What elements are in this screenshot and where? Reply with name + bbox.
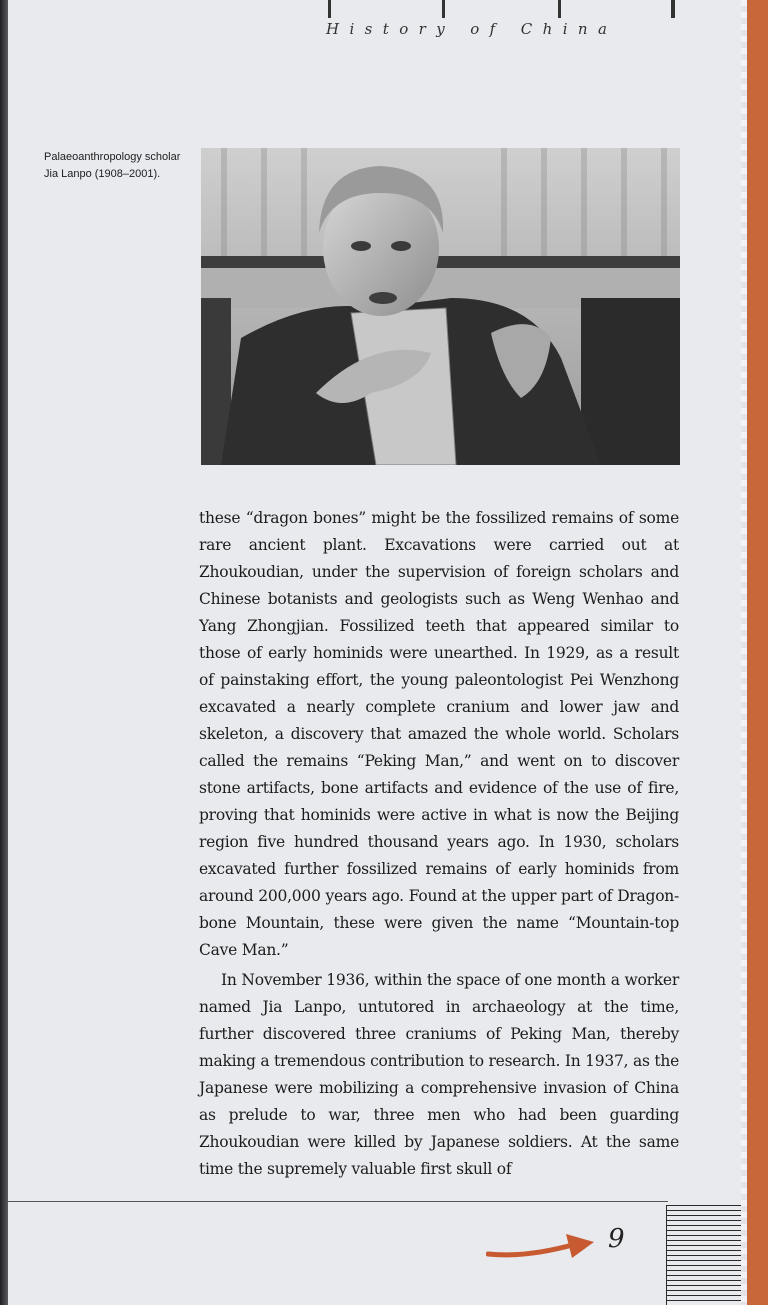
photo-caption: Palaeoanthropology scholar Jia Lanpo (1908–2001). [44, 151, 181, 180]
portrait-photo [201, 148, 680, 465]
page-edge-band [745, 0, 768, 1305]
book-spine-shadow [0, 0, 8, 1305]
footer-rule [8, 1201, 668, 1202]
footer-line-pattern [666, 1205, 743, 1305]
body-paragraph-2: In November 1936, within the space of one month a worker named Jia Lanpo, untutored in archaeology at the time, further discovered three craniums of Peking Man, thereby making a tremendous contribution to research. In 1937, as the Japanese were mobilizing a comprehensive invasion of China as prelude to war, three men who had been guarding Zhoukoudian were killed by Japanese soldiers. At the same time the supremely valuable first skull of [199, 971, 679, 1178]
body-text [199, 505, 679, 1183]
page-number: 9 [608, 1224, 625, 1254]
header-rule-left [328, 0, 331, 18]
header-rule-mid [442, 0, 445, 18]
header-rule-right [558, 0, 561, 18]
book-page [8, 0, 748, 1305]
header-rule-end [671, 0, 675, 18]
body-paragraph-1: these “dragon bones” might be the fossilized remains of some rare ancient plant. Excavations were carried out at Zhoukoudian, under the supervision of foreign scholars and Chinese botanists and geologists such as Weng Wenhao and Yang Zhongjian. Fossilized teeth that appeared similar to those of early hominids were unearthed. In 1929, as a result of painstaking effort, the young paleontologist Pei Wenzhong excavated a nearly complete cranium and lower jaw and skeleton, a discovery that amazed the whole world. Scholars called the remains “Peking Man,” and went on to discover stone artifacts, bone artifacts and evidence of the use of fire, proving that hominids were active in what is now the Beijing region five hundred thousand years ago. In 1930, scholars excavated further fossilized remains of early hominids from around 200,000 years ago. Found at the upper part of Dragon-bone Mountain, these were given the name “Mountain-top Cave Man.” [199, 509, 679, 959]
running-head: History of China [326, 20, 618, 38]
portrait-photo-drawing [201, 148, 680, 465]
arrow-right-icon [486, 1228, 598, 1264]
